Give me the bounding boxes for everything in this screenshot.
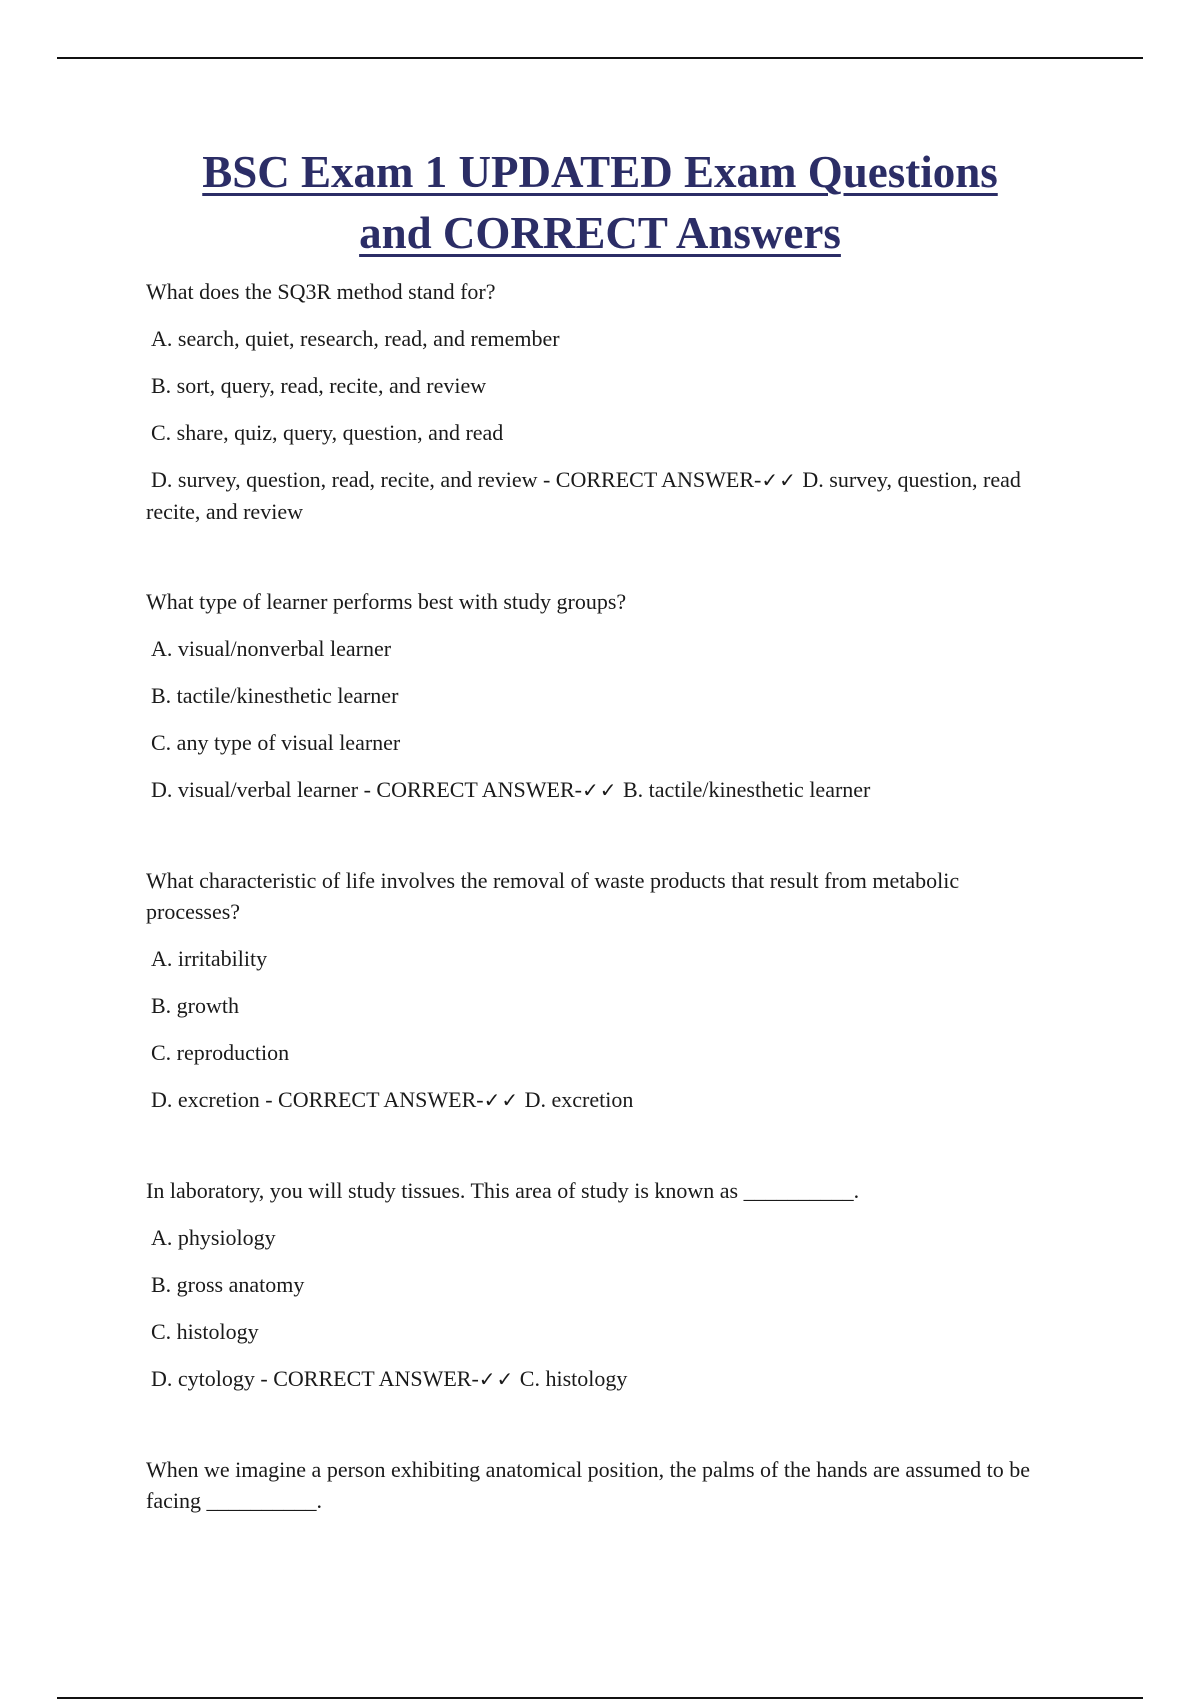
- double-check-icon: ✓✓: [581, 778, 618, 802]
- question-block-4: [146, 1175, 1046, 1395]
- question-block-2: [146, 586, 1046, 806]
- option-d-with-answer: [146, 464, 1046, 527]
- option-d-with-answer: [146, 774, 1046, 806]
- option-d: D. survey, question, read, recite, and review: [151, 467, 538, 492]
- double-check-icon: ✓✓: [483, 1088, 520, 1112]
- top-rule: [57, 57, 1143, 59]
- question-block-5: [146, 1454, 1046, 1516]
- option-d-with-answer: [146, 1363, 1046, 1395]
- option-d: D. cytology: [151, 1366, 255, 1391]
- answer-prefix: - CORRECT ANSWER-: [537, 467, 762, 492]
- correct-answer: B. tactile/kinesthetic learner: [617, 777, 871, 802]
- double-check-icon: ✓✓: [478, 1367, 515, 1391]
- bottom-rule: [57, 1697, 1143, 1699]
- answer-prefix: - CORRECT ANSWER-: [254, 1366, 479, 1391]
- option-d: D. visual/verbal learner: [151, 777, 359, 802]
- option-c: C. any type of visual learner: [151, 730, 401, 755]
- question-block-1: [146, 276, 1046, 527]
- option-d: D. excretion: [151, 1087, 260, 1112]
- option-b: B. tactile/kinesthetic learner: [151, 683, 399, 708]
- option-c: C. histology: [151, 1319, 259, 1344]
- question-text: When we imagine a person exhibiting anatomical position, the palms of the hands are assumed to be facing __________.: [146, 1457, 1031, 1513]
- answer-prefix: - CORRECT ANSWER-: [358, 777, 582, 802]
- option-d-with-answer: [146, 1084, 1046, 1116]
- option-a: A. search, quiet, research, read, and remember: [151, 326, 560, 351]
- question-text: What does the SQ3R method stand for?: [146, 279, 496, 304]
- question-block-3: [146, 865, 1046, 1116]
- question-text: In laboratory, you will study tissues. This area of study is known as __________.: [146, 1178, 860, 1203]
- option-a: A. irritability: [151, 946, 268, 971]
- correct-answer: D. excretion: [519, 1087, 634, 1112]
- double-check-icon: ✓✓: [761, 468, 797, 492]
- question-text: What characteristic of life involves the removal of waste products that result from metabolic processes?: [146, 868, 960, 924]
- option-b: B. sort, query, read, recite, and review: [151, 373, 487, 398]
- option-c: C. share, quiz, query, question, and read: [151, 420, 504, 445]
- option-b: B. growth: [151, 993, 239, 1018]
- answer-prefix: - CORRECT ANSWER-: [259, 1087, 484, 1112]
- option-c: C. reproduction: [151, 1040, 290, 1065]
- question-text: What type of learner performs best with study groups?: [146, 589, 627, 614]
- correct-answer: D. survey, question, read recite, and review: [146, 467, 1021, 524]
- option-a: A. visual/nonverbal learner: [151, 636, 392, 661]
- question-list: [146, 276, 1046, 1575]
- correct-answer: C. histology: [514, 1366, 628, 1391]
- option-a: A. physiology: [151, 1225, 276, 1250]
- document-title: [0, 142, 1200, 264]
- title-line-2: and CORRECT Answers: [359, 208, 841, 258]
- option-b: B. gross anatomy: [151, 1272, 305, 1297]
- title-line-1: BSC Exam 1 UPDATED Exam Questions: [202, 147, 998, 197]
